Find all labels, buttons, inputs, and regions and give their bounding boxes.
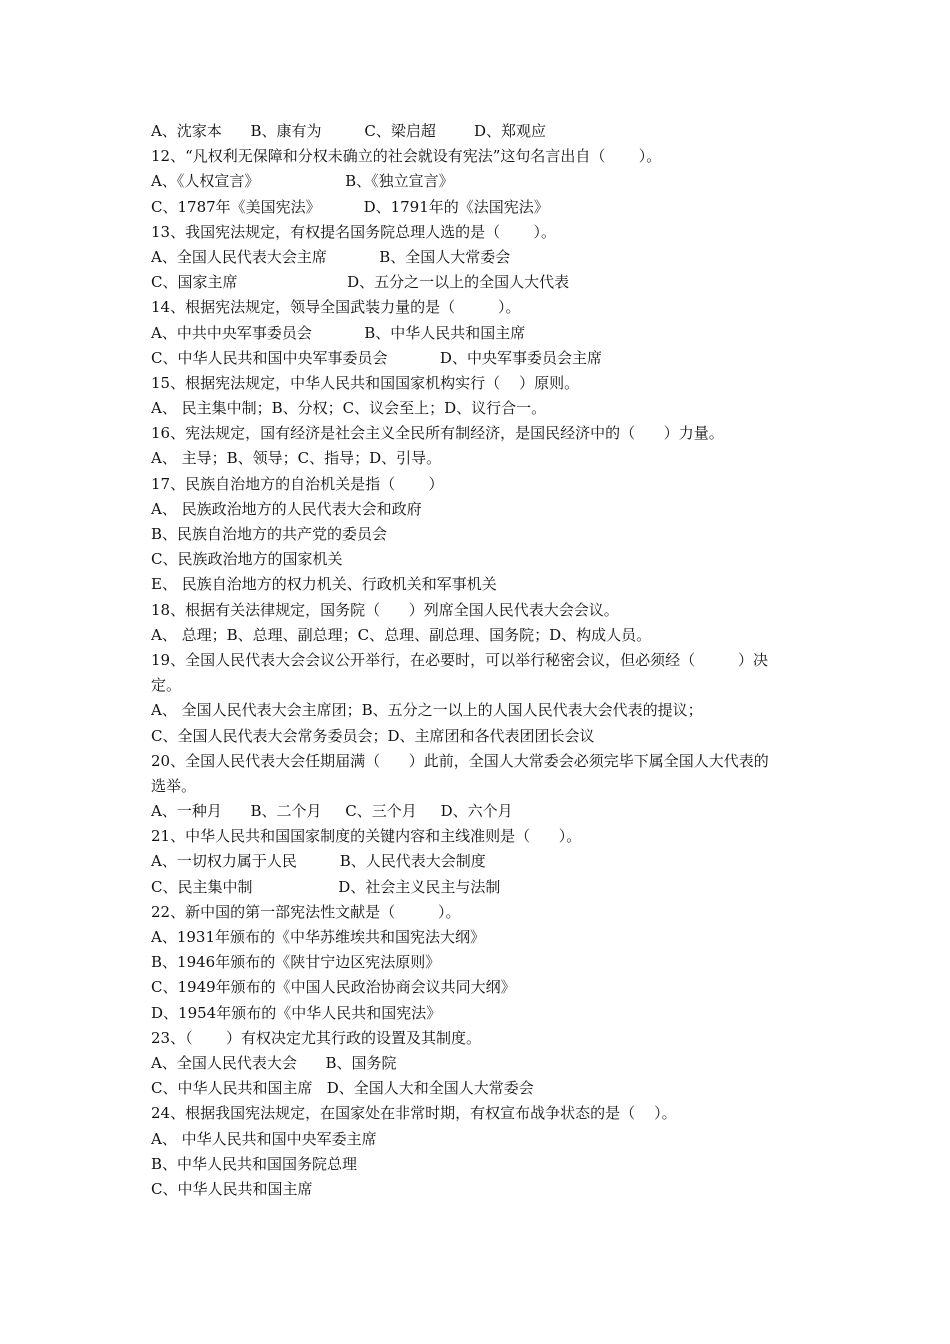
- text-line: A、全国人民代表大会 B、国务院: [151, 1053, 397, 1072]
- question-23-line: 23、（ ）有权决定尤其行政的设置及其制度。: [151, 1028, 481, 1047]
- text-line: A、中共中央军事委员会 B、中华人民共和国主席: [151, 323, 526, 342]
- question-24-line: 24、根据我国宪法规定，在国家处在非常时期，有权宣布战争状态的是（ ）。: [151, 1104, 677, 1123]
- question-15-line: 15、根据宪法规定，中华人民共和国国家机构实行（ ）原则。: [151, 373, 580, 392]
- text-line: 定。: [151, 676, 182, 695]
- text-line: A、 主导；B、领导；C、指导；D、引导。: [151, 449, 442, 468]
- text-line: A、沈家本 B、康有为 C、梁启超 D、郑观应: [151, 122, 547, 140]
- text-line: A、 全国人民代表大会主席团；B、五分之一以上的人国人民代表大会代表的提议；: [151, 701, 703, 720]
- question-14-line: 14、根据宪法规定，领导全国武装力量的是（ ）。: [151, 298, 521, 317]
- text-line: A、《人权宣言》 B、《独立宣言》: [151, 172, 454, 191]
- question-13-line: 13、我国宪法规定，有权提名国务院总理人选的是（ ）。: [151, 222, 556, 241]
- text-line: C、民主集中制 D、社会主义民主与法制: [151, 877, 501, 896]
- question-19-line: 19、全国人民代表大会会议公开举行，在必要时，可以举行秘密会议，但必须经（ ）决: [151, 650, 769, 669]
- question-12-line: 12、“凡权利无保障和分权未确立的社会就设有宪法”这句名言出自（ ）。: [151, 147, 662, 166]
- question-18-line: 18、根据有关法律规定，国务院（ ）列席全国人民代表大会会议。: [151, 600, 619, 619]
- text-line: B、1946年颁布的《陕甘宁边区宪法原则》: [151, 953, 441, 972]
- text-line: C、中华人民共和国中央军事委员会 D、中央军事委员会主席: [151, 348, 602, 367]
- text-line: A、 总理；B、总理、副总理；C、总理、副总理、国务院；D、构成人员。: [151, 625, 652, 644]
- text-line: A、一种月 B、二个月 C、三个月 D、六个月: [151, 802, 513, 821]
- text-line: D、1954年颁布的《中华人民共和国宪法》: [151, 1003, 442, 1022]
- text-line: C、民族政治地方的国家机关: [151, 550, 343, 569]
- text-line: C、全国人民代表大会常务委员会；D、主席团和各代表团团长会议: [151, 726, 595, 745]
- question-22-line: 22、新中国的第一部宪法性文献是（ ）。: [151, 902, 461, 921]
- text-line: A、1931年颁布的《中华苏维埃共和国宪法大纲》: [151, 928, 486, 946]
- question-16-line: 16、宪法规定，国有经济是社会主义全民所有制经济，是国民经济中的（ ）力量。: [151, 424, 724, 443]
- text-line: E、 民族自治地方的权力机关、行政机关和军事机关: [151, 575, 497, 594]
- document-text: [151, 119, 841, 1202]
- text-line: C、国家主席 D、五分之一以上的全国人大代表: [151, 273, 570, 292]
- text-line: C、中华人民共和国主席 D、全国人大和全国人大常委会: [151, 1079, 534, 1098]
- text-line: A、 民族政治地方的人民代表大会和政府: [151, 499, 422, 518]
- text-line: C、1787年《美国宪法》 D、1791年的《法国宪法》: [151, 197, 549, 216]
- question-21-line: 21、中华人民共和国国家制度的关键内容和主线准则是（ ）。: [151, 827, 582, 846]
- text-line: C、1949年颁布的《中国人民政治协商会议共同大纲》: [151, 978, 516, 997]
- question-17-line: 17、民族自治地方的自治机关是指（ ）: [151, 474, 444, 493]
- text-line: B、中华人民共和国国务院总理: [151, 1154, 358, 1173]
- text-line: 选举。: [151, 776, 197, 795]
- question-20-line: 20、全国人民代表大会任期届满（ ）此前，全国人大常委会必须完毕下属全国人大代表的: [151, 751, 769, 770]
- text-line: B、民族自治地方的共产党的委员会: [151, 525, 388, 543]
- text-line: A、 民主集中制；B、分权；C、议会至上；D、议行合一。: [151, 399, 547, 418]
- text-line: A、 中华人民共和国中央军委主席: [151, 1129, 377, 1148]
- text-line: A、全国人民代表大会主席 B、全国人大常委会: [151, 247, 511, 266]
- text-line: A、一切权力属于人民 B、人民代表大会制度: [151, 852, 486, 871]
- text-line: C、中华人民共和国主席: [151, 1179, 313, 1198]
